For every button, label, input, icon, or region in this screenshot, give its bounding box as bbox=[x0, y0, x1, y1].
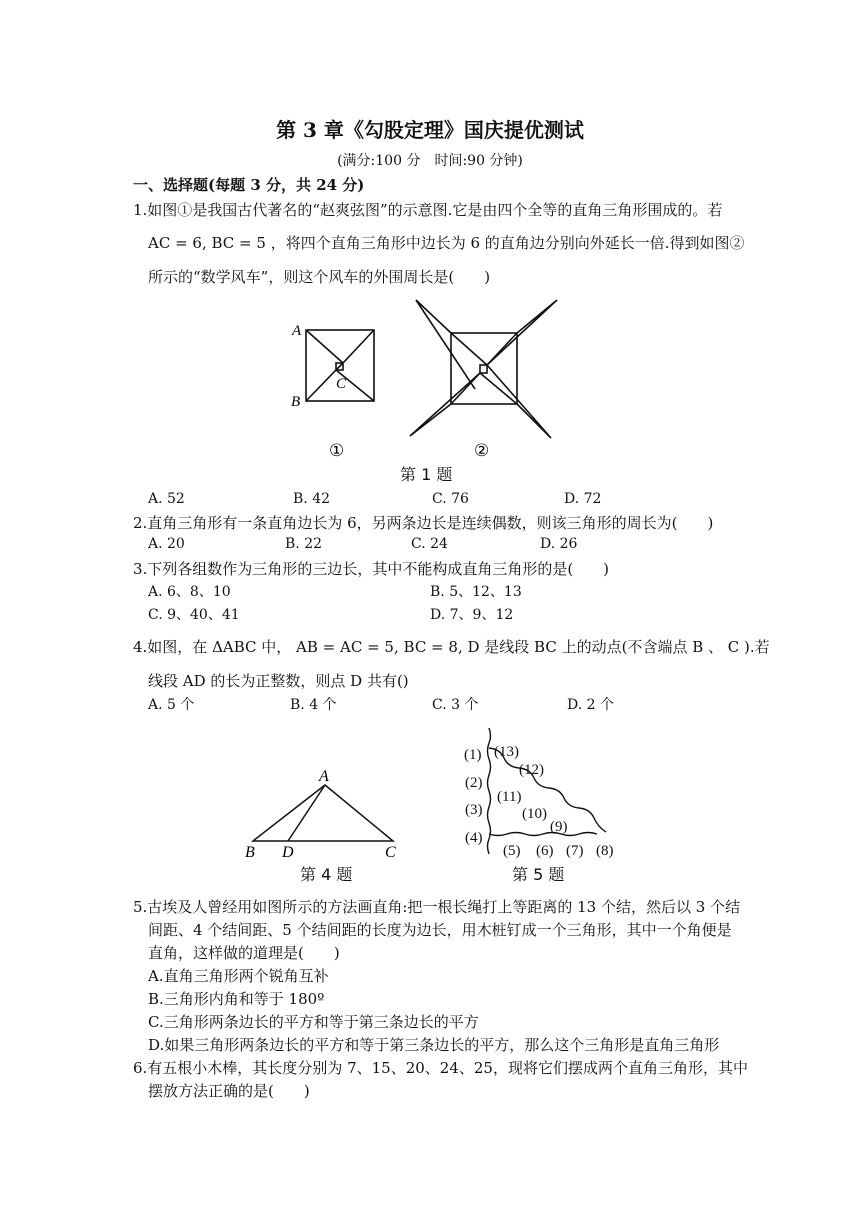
fig5-knot-7: (7) bbox=[566, 843, 584, 859]
q1-line-2: AC = 6, BC = 5 ，将四个直角三角形中边长为 6 的直角边分别向外延长一倍.得到如图② bbox=[148, 234, 745, 252]
fig1-label-c: C bbox=[336, 376, 347, 392]
fig5-knot-10: (10) bbox=[522, 806, 547, 822]
fig5-knot-13: (13) bbox=[494, 744, 519, 760]
fig5-knot-4: (4) bbox=[465, 830, 483, 846]
fig5-knot-2: (2) bbox=[465, 775, 483, 791]
q4-option-d: D. 2 个 bbox=[567, 697, 614, 713]
q5-line-3: 直角，这样做的道理是( ) bbox=[148, 944, 340, 962]
q5-option-d: D.如果三角形两条边长的平方和等于第三条边长的平方，那么这个三角形是直角三角形 bbox=[148, 1036, 720, 1054]
q3-option-c: C. 9、40、41 bbox=[148, 607, 240, 623]
q1-option-d: D. 72 bbox=[564, 491, 602, 507]
section-heading: 一、选择题(每题 3 分，共 24 分) bbox=[133, 176, 365, 194]
q5-line-2: 间距、4 个结间距、5 个结间距的长度为边长，用木桩钉成一个三角形，其中一个角便是 bbox=[148, 921, 732, 939]
q4-line-2: 线段 AD 的长为正整数，则点 D 共有() bbox=[148, 672, 409, 690]
q5-option-b: B.三角形内角和等于 180º bbox=[148, 990, 325, 1008]
q1-line-1: 1.如图①是我国古代著名的“赵爽弦图”的示意图.它是由四个全等的直角三角形围成的。若 bbox=[133, 201, 723, 219]
q5-option-a: A.直角三角形两个锐角互补 bbox=[148, 967, 329, 985]
fig4-label-c: C bbox=[385, 844, 396, 861]
fig5-knot-6: (6) bbox=[536, 843, 554, 859]
fig4-label-d: D bbox=[282, 844, 294, 861]
q6-line-2: 摆放方法正确的是( ) bbox=[148, 1082, 310, 1100]
fig1-caption: 第 1 题 bbox=[400, 465, 453, 484]
fig5-knot-1: (1) bbox=[464, 747, 482, 763]
q5-line-1: 5.古埃及人曾经用如图所示的方法画直角:把一根长绳打上等距离的 13 个结，然后以 3 个结 bbox=[133, 898, 741, 916]
q4-option-a: A. 5 个 bbox=[148, 697, 195, 713]
q2-option-b: B. 22 bbox=[285, 536, 323, 552]
q4-line-1: 4.如图，在 ΔABC 中， AB = AC = 5, BC = 8, D 是线段 BC 上的动点(不含端点 B 、 C ).若 bbox=[133, 638, 770, 656]
q2-line-1: 2.直角三角形有一条直角边长为 6，另两条边长是连续偶数，则该三角形的周长为( ) bbox=[133, 514, 714, 532]
fig5-knot-5: (5) bbox=[503, 843, 521, 859]
q4-option-b: B. 4 个 bbox=[290, 697, 337, 713]
fig5-knot-3: (3) bbox=[465, 802, 483, 818]
fig5-knot-12: (12) bbox=[519, 762, 544, 778]
q5-option-c: C.三角形两条边长的平方和等于第三条边长的平方 bbox=[148, 1013, 479, 1031]
fig5-knot-11: (11) bbox=[497, 789, 522, 805]
fig5-caption: 第 5 题 bbox=[512, 865, 565, 884]
page-title: 第 3 章《勾股定理》国庆提优测试 bbox=[276, 118, 584, 142]
fig1-subcaption-1: ① bbox=[329, 441, 345, 460]
q2-option-a: A. 20 bbox=[148, 536, 185, 552]
fig1-subcaption-2: ② bbox=[474, 441, 490, 460]
q1-option-b: B. 42 bbox=[293, 491, 331, 507]
q2-option-d: D. 26 bbox=[540, 536, 578, 552]
fig1-label-b: B bbox=[291, 394, 301, 410]
q6-line-1: 6.有五根小木棒，其长度分别为 7、15、20、24、25，现将它们摆成两个直角三角形，其中 bbox=[133, 1059, 748, 1077]
fig5-knot-9: (9) bbox=[550, 819, 568, 835]
fig1-label-a: A bbox=[292, 323, 302, 339]
q3-line-1: 3.下列各组数作为三角形的三边长，其中不能构成直角三角形的是( ) bbox=[133, 560, 610, 578]
fig4-label-b: B bbox=[245, 844, 255, 861]
q1-option-c: C. 76 bbox=[432, 491, 469, 507]
fig5-knot-8: (8) bbox=[596, 843, 614, 859]
q3-option-a: A. 6、8、10 bbox=[148, 584, 231, 600]
q4-option-c: C. 3 个 bbox=[432, 697, 479, 713]
fig4-label-a: A bbox=[319, 768, 329, 785]
q2-option-c: C. 24 bbox=[411, 536, 448, 552]
fig4-caption: 第 4 题 bbox=[300, 865, 353, 884]
q1-line-3: 所示的“数学风车”，则这个风车的外围周长是( ) bbox=[148, 268, 491, 286]
q3-option-d: D. 7、9、12 bbox=[430, 607, 514, 623]
page-subtitle: (满分:100 分 时间:90 分钟) bbox=[337, 153, 523, 169]
q1-option-a: A. 52 bbox=[148, 491, 185, 507]
q3-option-b: B. 5、12、13 bbox=[430, 584, 522, 600]
